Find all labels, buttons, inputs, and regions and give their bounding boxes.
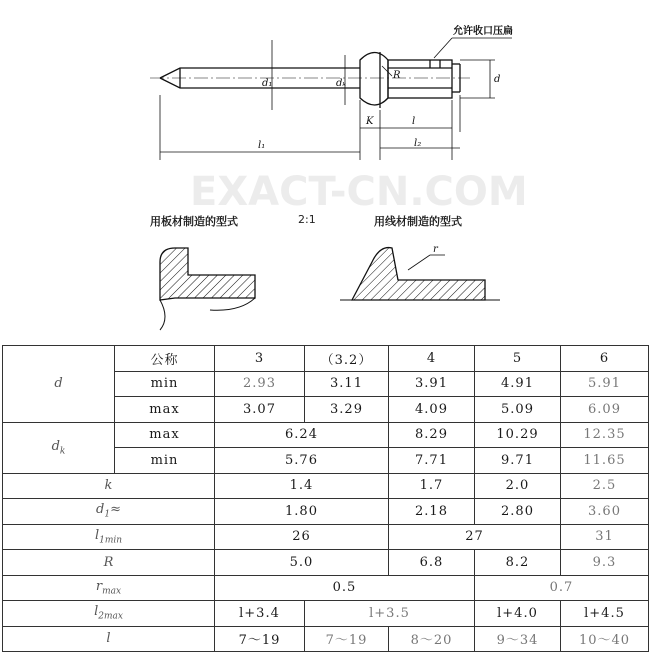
wire-form-detail bbox=[340, 248, 500, 300]
dim-l1: l₁ bbox=[258, 140, 266, 151]
value-cell: l+3.4 bbox=[215, 601, 305, 627]
value-cell: 31 bbox=[561, 524, 649, 550]
value-cell: 9～34 bbox=[475, 626, 561, 652]
value-cell: 3.91 bbox=[389, 371, 475, 397]
param-d1: $d_1\approx$ bbox=[3, 499, 215, 525]
value-cell: 6.09 bbox=[561, 397, 649, 423]
value-cell: 8.29 bbox=[389, 422, 475, 448]
size-cell: （3.2） bbox=[305, 346, 389, 372]
value-cell: 8.2 bbox=[475, 550, 561, 576]
table-row-l2max bbox=[3, 601, 649, 627]
value-cell: 9.3 bbox=[561, 550, 649, 576]
value-cell: 7.71 bbox=[389, 448, 475, 474]
caption-sheet-form: 用板材制造的型式 bbox=[150, 215, 238, 228]
size-cell: 5 bbox=[475, 346, 561, 372]
max-label: max bbox=[115, 397, 215, 423]
value-cell: 2.5 bbox=[561, 473, 649, 499]
dim-r: r bbox=[433, 244, 438, 255]
sheet-form-detail bbox=[160, 248, 255, 330]
value-cell: 3.11 bbox=[305, 371, 389, 397]
watermark: EXACT-CN.COM bbox=[190, 169, 528, 215]
dim-R: R bbox=[393, 70, 401, 81]
value-cell: 8～20 bbox=[389, 626, 475, 652]
dim-l: l bbox=[412, 116, 416, 127]
value-cell: 4.09 bbox=[389, 397, 475, 423]
value-cell: 5.0 bbox=[215, 550, 389, 576]
min-label: min bbox=[115, 448, 215, 474]
value-cell: 0.5 bbox=[215, 575, 475, 601]
param-rmax: $r_{max}$ bbox=[3, 575, 215, 601]
value-cell: 9.71 bbox=[475, 448, 561, 474]
table-row-R bbox=[3, 550, 649, 576]
value-cell: 7～19 bbox=[215, 626, 305, 652]
caption-scale: 2:1 bbox=[298, 213, 316, 226]
table-row-nominal bbox=[3, 346, 649, 372]
value-cell: 12.35 bbox=[561, 422, 649, 448]
dim-d1: d₁ bbox=[262, 78, 273, 89]
value-cell: 27 bbox=[389, 524, 561, 550]
dim-K: K bbox=[366, 116, 374, 127]
param-dk: $d_k$ bbox=[3, 422, 115, 473]
value-cell: 10～40 bbox=[561, 626, 649, 652]
value-cell: 2.80 bbox=[475, 499, 561, 525]
size-cell: 6 bbox=[561, 346, 649, 372]
value-cell: l+4.0 bbox=[475, 601, 561, 627]
value-cell: 26 bbox=[215, 524, 389, 550]
param-R: R bbox=[3, 550, 215, 576]
value-cell: l+3.5 bbox=[305, 601, 475, 627]
value-cell: 0.7 bbox=[475, 575, 649, 601]
value-cell: 7～19 bbox=[305, 626, 389, 652]
value-cell: 3.29 bbox=[305, 397, 389, 423]
value-cell: 2.0 bbox=[475, 473, 561, 499]
min-label: min bbox=[115, 371, 215, 397]
value-cell: 5.91 bbox=[561, 371, 649, 397]
value-cell: 2.18 bbox=[389, 499, 475, 525]
rivet-outline bbox=[160, 52, 460, 108]
value-cell: l+4.5 bbox=[561, 601, 649, 627]
table-row-dk-max bbox=[3, 422, 649, 448]
value-cell: 5.76 bbox=[215, 448, 389, 474]
dimension-lines bbox=[160, 38, 512, 160]
caption-wire-form: 用线材制造的型式 bbox=[374, 215, 462, 228]
value-cell: 1.4 bbox=[215, 473, 389, 499]
size-cell: 3 bbox=[215, 346, 305, 372]
value-cell: 1.7 bbox=[389, 473, 475, 499]
param-l1min: $l_{1min}$ bbox=[3, 524, 215, 550]
size-cell: 4 bbox=[389, 346, 475, 372]
param-l: l bbox=[3, 626, 215, 652]
table-row-d1 bbox=[3, 499, 649, 525]
param-d: d bbox=[3, 346, 115, 423]
value-cell: 1.80 bbox=[215, 499, 389, 525]
value-cell: 5.09 bbox=[475, 397, 561, 423]
dim-l2: l₂ bbox=[414, 138, 422, 149]
value-cell: 3.60 bbox=[561, 499, 649, 525]
spec-table bbox=[2, 345, 649, 652]
value-cell: 10.29 bbox=[475, 422, 561, 448]
value-cell: 11.65 bbox=[561, 448, 649, 474]
dim-dk: dₖ bbox=[336, 78, 347, 89]
param-l2max: $l_{2max}$ bbox=[3, 601, 215, 627]
table-row-rmax bbox=[3, 575, 649, 601]
value-cell: 3.07 bbox=[215, 397, 305, 423]
value-cell: 6.24 bbox=[215, 422, 389, 448]
table-row-l bbox=[3, 626, 649, 652]
param-k: k bbox=[3, 473, 215, 499]
dim-d: d bbox=[494, 74, 501, 85]
nominal-label: 公称 bbox=[115, 346, 215, 372]
value-cell: 4.91 bbox=[475, 371, 561, 397]
table-row-l1min bbox=[3, 524, 649, 550]
max-label: max bbox=[115, 422, 215, 448]
callout-label: 允许收口压扁 bbox=[453, 26, 513, 37]
value-cell: 6.8 bbox=[389, 550, 475, 576]
value-cell: 2.93 bbox=[215, 371, 305, 397]
table-row-k bbox=[3, 473, 649, 499]
